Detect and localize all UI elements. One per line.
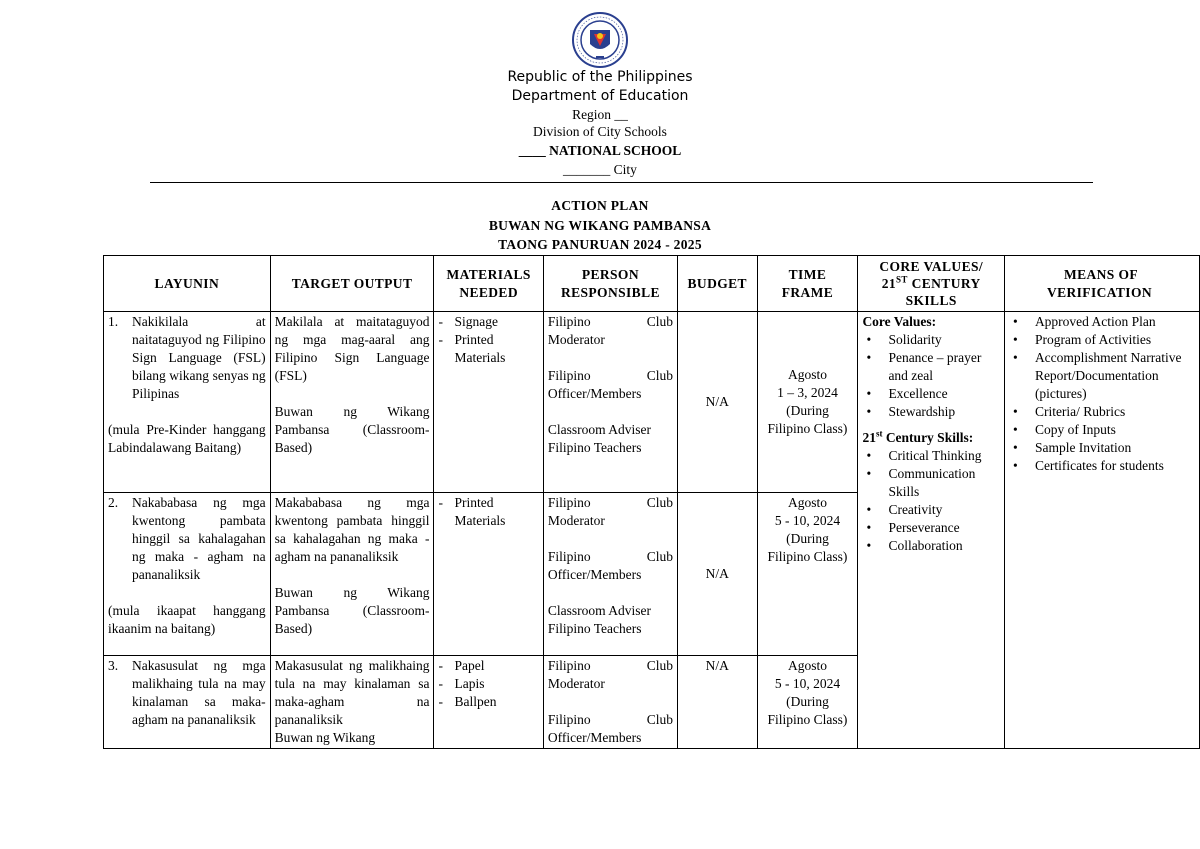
- skill-item: • Communication Skills: [862, 465, 1000, 501]
- header-school: [0, 143, 1200, 159]
- col-header-target-output: TARGET OUTPUT: [270, 256, 434, 312]
- material-item: - Printed Materials: [438, 494, 538, 530]
- century-skills-label: [862, 429, 1000, 447]
- person-text: Classroom Adviser: [547, 603, 651, 618]
- means-cell: [1004, 312, 1199, 749]
- layunin-cell: [104, 493, 271, 656]
- time-text: Agosto: [787, 367, 827, 382]
- time-text: Agosto: [787, 495, 827, 510]
- materials-cell: [434, 312, 543, 493]
- layunin-item: [108, 657, 266, 729]
- material-item: - Lapis: [438, 675, 538, 693]
- person-text: Filipino Club Officer/Members: [547, 712, 673, 745]
- col-header-core-values: [858, 256, 1005, 312]
- core-header-21: 21: [881, 276, 896, 291]
- skills-label-rest: Century Skills:: [882, 430, 974, 445]
- layunin-text: Nakikilala at naitataguyod ng Filipino Sign Language (FSL) bilang wikang senyas ng Pilipinas: [132, 314, 266, 401]
- item-number: 1.: [108, 314, 119, 329]
- target-text: Makababasa ng mga kwentong pambata hinggil sa kahalagahan ng maka - agham na pananaliksik: [274, 495, 430, 564]
- layunin-item: [108, 313, 266, 403]
- col-header-person: [543, 256, 677, 312]
- skill-item: • Creativity: [862, 501, 1000, 519]
- layunin-cell: [104, 312, 271, 493]
- person-text: Filipino Club Officer/Members: [547, 368, 673, 401]
- city-label: City: [613, 162, 637, 177]
- layunin-note: (mula Pre-Kinder hanggang Labindalawang Baitang): [108, 422, 266, 455]
- person-text: Classroom Adviser: [547, 422, 651, 437]
- person-header-l2: RESPONSIBLE: [560, 284, 660, 300]
- core-value-item: • Solidarity: [862, 331, 1000, 349]
- material-item: - Ballpen: [438, 693, 538, 711]
- time-header-l2: FRAME: [781, 284, 834, 300]
- col-header-budget: BUDGET: [677, 256, 757, 312]
- core-header-l1: CORE VALUES/: [879, 259, 984, 274]
- header-region: Region __: [572, 107, 628, 122]
- title-school-year: TAONG PANURUAN 2024 - 2025: [498, 237, 702, 252]
- time-text: Filipino Class): [767, 712, 848, 727]
- col-header-layunin: LAYUNIN: [104, 256, 271, 312]
- person-text: Filipino Club Moderator: [547, 314, 673, 347]
- target-text-2: Buwan ng Wikang Pambansa (Classroom-Based): [274, 585, 430, 636]
- person-cell: [543, 656, 677, 749]
- materials-header-l1: MATERIALS: [446, 266, 531, 282]
- header-division: Division of City Schools: [533, 124, 667, 139]
- core-value-item: • Stewardship: [862, 403, 1000, 421]
- header-divider: [150, 182, 1093, 183]
- title-action-plan: ACTION PLAN: [551, 198, 649, 213]
- material-item: - Papel: [438, 657, 538, 675]
- skills-label-21: 21: [862, 430, 876, 445]
- col-header-means: [1004, 256, 1199, 312]
- core-value-item: • Excellence: [862, 385, 1000, 403]
- means-item: • Program of Activities: [1009, 331, 1199, 349]
- person-text: Filipino Club Officer/Members: [547, 549, 673, 582]
- layunin-text: Nakababasa ng mga kwentong pambata hinggil sa kahalagahan ng maka - agham na pananaliksik: [132, 495, 266, 582]
- core-header-sup: ST: [896, 274, 908, 285]
- layunin-cell: [104, 656, 271, 749]
- time-text: 1 – 3, 2024: [777, 385, 838, 400]
- materials-cell: [434, 656, 543, 749]
- means-header-l1: MEANS OF: [1063, 266, 1139, 282]
- target-output-cell: [270, 312, 434, 493]
- core-header-l3: SKILLS: [905, 293, 957, 308]
- person-cell: [543, 312, 677, 493]
- header-republic: Republic of the Philippines: [507, 69, 693, 85]
- time-text: (During: [786, 694, 829, 709]
- time-text: Agosto: [787, 658, 827, 673]
- header-city: [0, 162, 1200, 178]
- target-text-2: Buwan ng Wikang: [274, 730, 376, 745]
- col-header-materials: [434, 256, 543, 312]
- header-row: [104, 256, 1200, 312]
- means-item: • Approved Action Plan: [1009, 313, 1199, 331]
- budget-cell: N/A: [677, 656, 757, 749]
- core-header-century: CENTURY: [907, 276, 981, 291]
- time-text: (During: [786, 531, 829, 546]
- materials-header-l2: NEEDED: [459, 284, 518, 300]
- target-text: Makilala at maitataguyod ng mga mag-aaral ang Filipino Sign Language (FSL): [274, 314, 430, 383]
- target-output-cell: [270, 493, 434, 656]
- school-blank: ____: [518, 143, 546, 158]
- person-cell: [543, 493, 677, 656]
- skills-label-sup: st: [875, 428, 883, 439]
- materials-cell: [434, 493, 543, 656]
- time-text: (During: [786, 403, 829, 418]
- material-item: - Signage: [438, 313, 538, 331]
- time-frame-cell: [757, 656, 858, 749]
- person-text: Filipino Teachers: [547, 440, 642, 455]
- target-text-2: Buwan ng Wikang Pambansa (Classroom-Based): [274, 404, 430, 455]
- person-text: Filipino Teachers: [547, 621, 642, 636]
- means-item: • Sample Invitation: [1009, 439, 1199, 457]
- target-text: Makasusulat ng malikhaing tula na may kinalaman sa maka-agham na pananaliksik: [274, 658, 430, 727]
- person-header-l1: PERSON: [581, 266, 639, 282]
- person-text: Filipino Club Moderator: [547, 495, 673, 528]
- deped-seal-logo: [572, 12, 628, 68]
- budget-cell: N/A: [677, 493, 757, 656]
- person-text: Filipino Club Moderator: [547, 658, 673, 691]
- time-text: Filipino Class): [767, 549, 848, 564]
- core-values-label: Core Values:: [862, 314, 937, 329]
- target-output-cell: [270, 656, 434, 749]
- action-plan-table: [103, 255, 1200, 749]
- item-number: 3.: [108, 658, 119, 673]
- material-item: - Printed Materials: [438, 331, 538, 367]
- core-values-cell: [858, 312, 1005, 749]
- skill-item: • Perseverance: [862, 519, 1000, 537]
- budget-cell: N/A: [677, 312, 757, 493]
- time-text: Filipino Class): [767, 421, 848, 436]
- means-item: • Certificates for students: [1009, 457, 1199, 475]
- means-item: • Criteria/ Rubrics: [1009, 403, 1199, 421]
- layunin-note: (mula ikaapat hanggang ikaanim na baitang): [108, 603, 266, 636]
- time-frame-cell: [757, 493, 858, 656]
- time-text: 5 - 10, 2024: [774, 676, 841, 691]
- time-header-l1: TIME: [788, 266, 827, 282]
- col-header-time-frame: [757, 256, 858, 312]
- skill-item: • Critical Thinking: [862, 447, 1000, 465]
- title-event: BUWAN NG WIKANG PAMBANSA: [488, 218, 712, 233]
- layunin-item: [108, 494, 266, 584]
- time-text: 5 - 10, 2024: [774, 513, 841, 528]
- means-item: • Accomplishment Narrative Report/Documentation (pictures): [1009, 349, 1199, 403]
- city-blank: _______: [563, 162, 611, 177]
- time-frame-cell: [757, 312, 858, 493]
- layunin-text: Nakasusulat ng mga malikhaing tula na may kinalaman sa maka-agham na pananaliksik: [132, 658, 266, 727]
- school-name: NATIONAL SCHOOL: [549, 143, 682, 158]
- item-number: 2.: [108, 495, 119, 510]
- core-value-item: • Penance – prayer and zeal: [862, 349, 1000, 385]
- table-row: [104, 312, 1200, 493]
- skill-item: • Collaboration: [862, 537, 1000, 555]
- means-item: • Copy of Inputs: [1009, 421, 1199, 439]
- means-header-l2: VERIFICATION: [1046, 284, 1152, 300]
- header-department: Department of Education: [511, 88, 689, 104]
